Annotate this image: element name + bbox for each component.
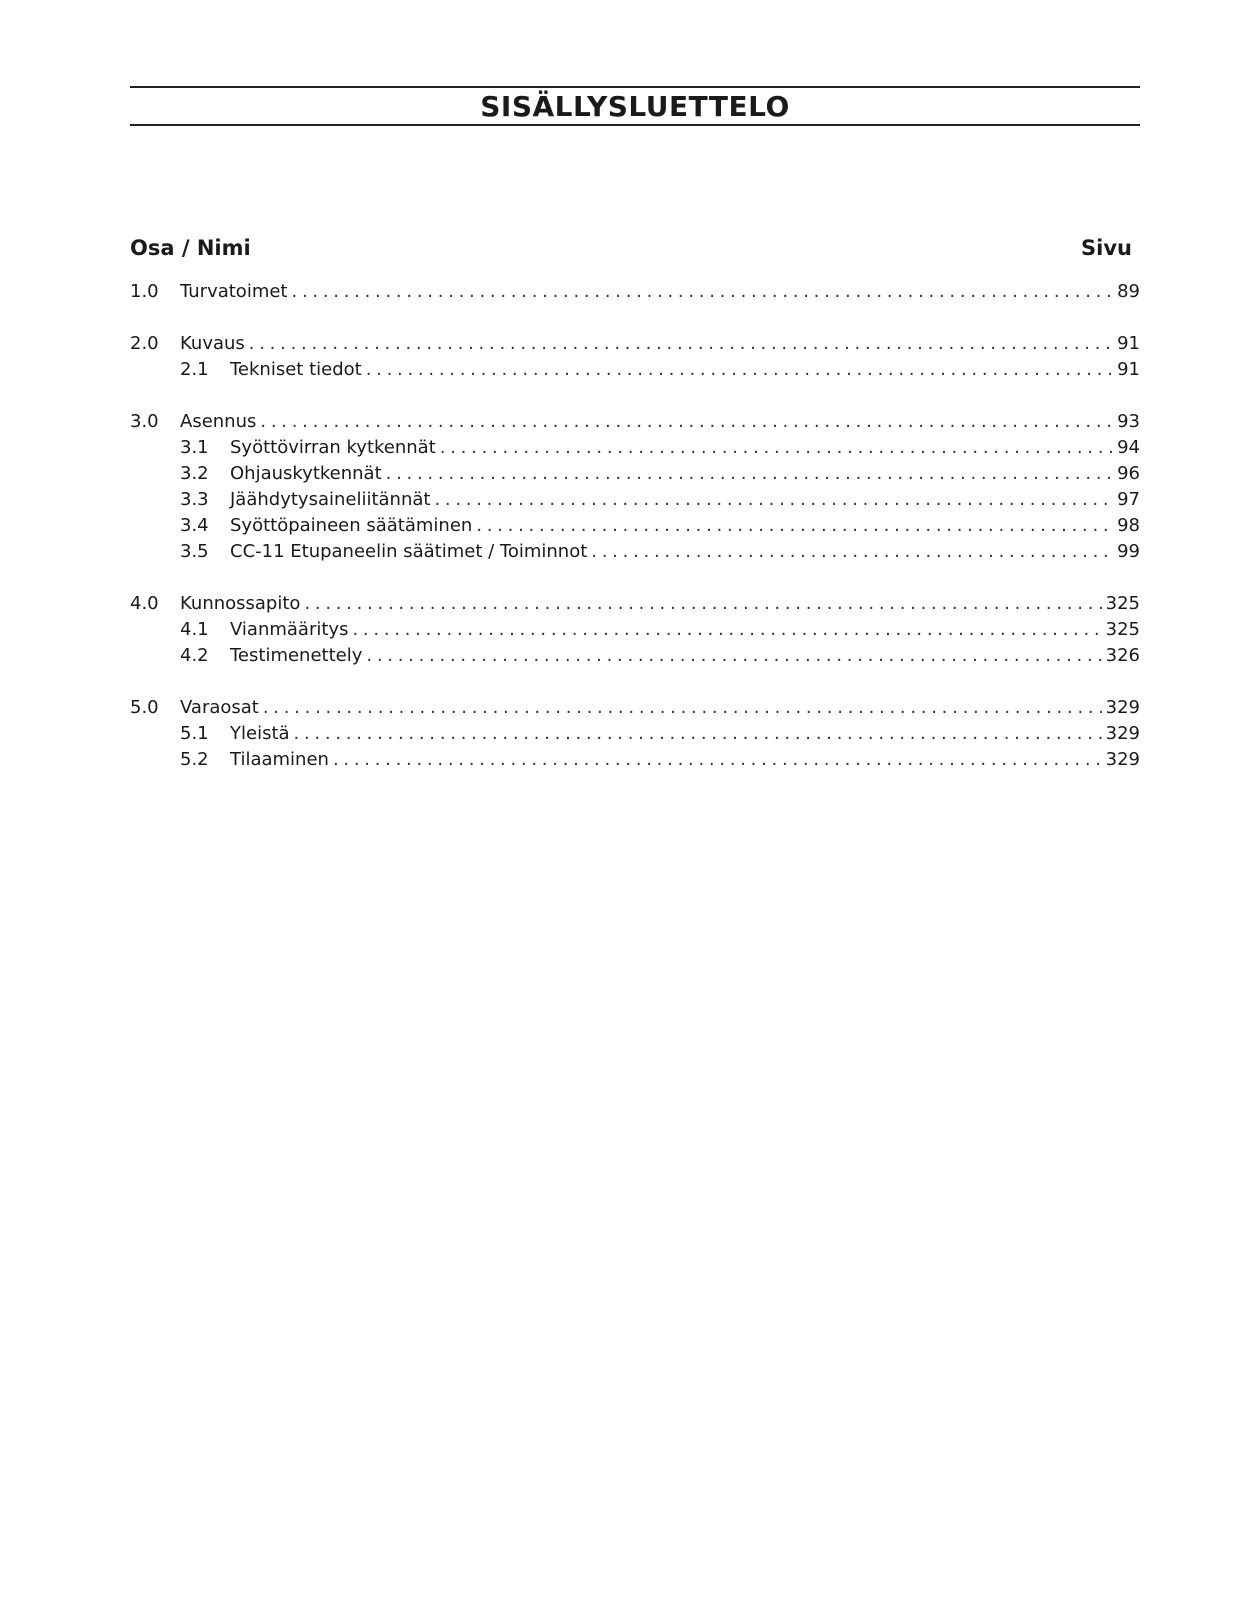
toc-entry-page: 329 [1105,697,1140,718]
toc-entry[interactable] [130,436,1140,460]
toc-entry[interactable] [130,748,1140,772]
toc-entry-label: Varaosat [180,697,259,718]
toc-entry-label: Kuvaus [180,333,245,354]
toc-entry-number: 1.0 [130,281,159,302]
leader-dots [440,436,1113,460]
toc-entry-page: 91 [1117,333,1140,354]
toc-entry-number: 4.1 [180,619,209,640]
leader-dots [260,410,1113,434]
toc-entry-number: 2.0 [130,333,159,354]
toc-entry[interactable] [130,540,1140,564]
leader-dots [294,722,1102,746]
leader-dots [591,540,1113,564]
toc-entry[interactable] [130,332,1140,356]
leader-dots [366,644,1101,668]
leader-dots [434,488,1113,512]
toc-entry-page: 325 [1105,593,1140,614]
toc-entry-page: 329 [1105,723,1140,744]
toc-entry-page: 99 [1117,541,1140,562]
toc-entry-label: Syöttöpaineen säätäminen [230,515,473,536]
toc-entry[interactable] [130,644,1140,668]
toc-entry-number: 3.5 [180,541,209,562]
toc-entry[interactable] [130,722,1140,746]
toc-entry-label: Syöttövirran kytkennät [230,437,436,458]
toc-entry-number: 4.0 [130,593,159,614]
toc-entry-label: CC-11 Etupaneelin säätimet / Toiminnot [230,541,588,562]
toc-entry-page: 93 [1117,411,1140,432]
toc-header-page: Sivu [1081,236,1132,260]
toc-entry-label: Kunnossapito [180,593,301,614]
toc-entry-page: 325 [1105,619,1140,640]
toc-entry[interactable] [130,618,1140,642]
toc-entry[interactable] [130,280,1140,304]
toc-entry-number: 3.4 [180,515,209,536]
toc-entry-label: Tekniset tiedot [230,359,362,380]
toc-entry-label: Vianmääritys [230,619,349,640]
page-title: SISÄLLYSLUETTELO [480,90,790,123]
toc-entry-number: 5.0 [130,697,159,718]
leader-dots [249,332,1113,356]
toc-entry-page: 91 [1117,359,1140,380]
toc-entry-number: 3.3 [180,489,209,510]
leader-dots [366,358,1113,382]
toc-entry[interactable] [130,514,1140,538]
toc-entry-number: 5.2 [180,749,209,770]
toc-entry-page: 98 [1117,515,1140,536]
toc-entry-page: 89 [1117,281,1140,302]
leader-dots [333,748,1102,772]
toc-entry-label: Jäähdytysaineliitännät [230,489,431,510]
toc-entry-label: Tilaaminen [230,749,329,770]
toc-entry-number: 4.2 [180,645,209,666]
toc-entry-number: 2.1 [180,359,209,380]
toc-entry-label: Testimenettely [230,645,363,666]
toc-entry-label: Turvatoimet [180,281,288,302]
toc-entry-number: 5.1 [180,723,209,744]
leader-dots [476,514,1113,538]
toc-entry[interactable] [130,462,1140,486]
toc-entry-number: 3.0 [130,411,159,432]
toc-entry[interactable] [130,696,1140,720]
toc-entry-number: 3.1 [180,437,209,458]
toc-entry[interactable] [130,358,1140,382]
toc-entry-page: 97 [1117,489,1140,510]
toc-entry-label: Yleistä [230,723,290,744]
title-block [130,86,1140,126]
toc-entry-page: 329 [1105,749,1140,770]
toc-entry-label: Asennus [180,411,257,432]
toc-entry[interactable] [130,410,1140,434]
leader-dots [292,280,1114,304]
toc-entry[interactable] [130,592,1140,616]
toc-entry-page: 96 [1117,463,1140,484]
toc-entry-number: 3.2 [180,463,209,484]
leader-dots [263,696,1102,720]
toc-header-section-name: Osa / Nimi [130,236,251,260]
toc-entry-page: 94 [1117,437,1140,458]
leader-dots [352,618,1101,642]
toc-entry-page: 326 [1105,645,1140,666]
toc-header [130,236,1132,266]
toc-entry-label: Ohjauskytkennät [230,463,382,484]
toc-entry[interactable] [130,488,1140,512]
leader-dots [386,462,1113,486]
leader-dots [304,592,1101,616]
